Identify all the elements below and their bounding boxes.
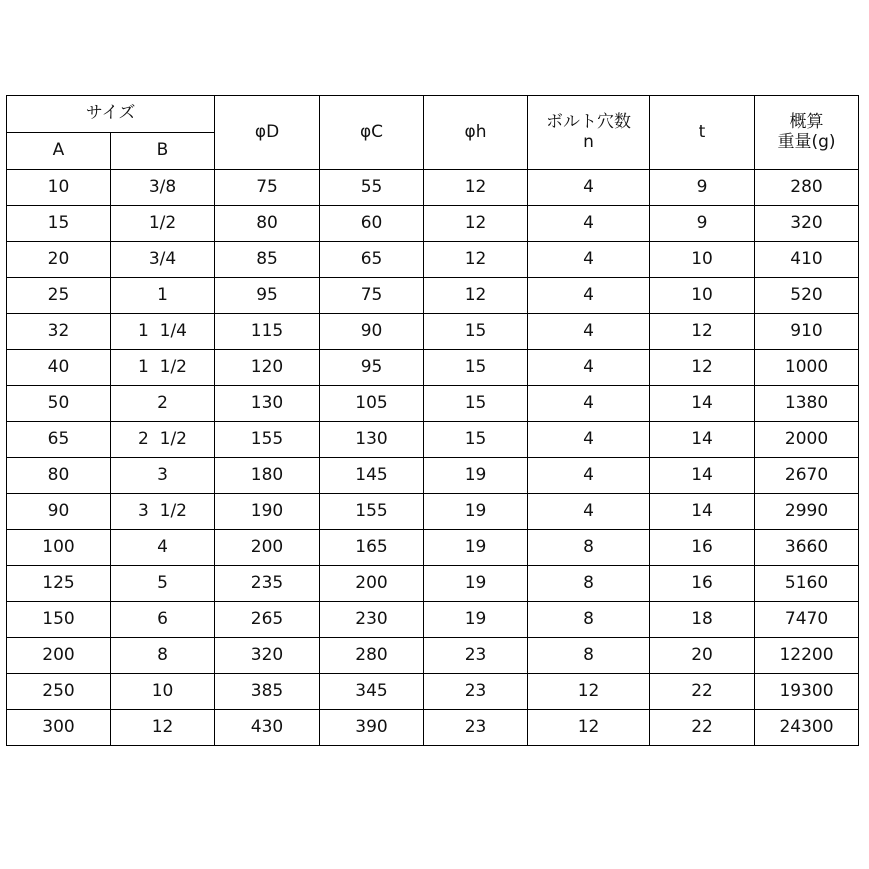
flange-spec-table	[6, 95, 859, 746]
table-row	[7, 530, 859, 566]
bolt-circle-cell: 95	[320, 350, 424, 386]
size-a-cell: 40	[7, 350, 111, 386]
size-b-header: B	[111, 133, 215, 170]
weight-cell: 24300	[755, 710, 859, 746]
bolt-circle-cell: 55	[320, 170, 424, 206]
size-a-cell: 50	[7, 386, 111, 422]
size-b-cell: 8	[111, 638, 215, 674]
outer-diameter-cell: 190	[215, 494, 320, 530]
thickness-header: t	[650, 96, 755, 170]
size-a-header: A	[7, 133, 111, 170]
bolt-hole-count-cell: 4	[528, 278, 650, 314]
bolt-circle-cell: 60	[320, 206, 424, 242]
size-group-header: サイズ	[7, 96, 215, 133]
bolt-hole-count-cell: 12	[528, 674, 650, 710]
table-row	[7, 314, 859, 350]
bolt-hole-diameter-header: φh	[424, 96, 528, 170]
thickness-cell: 14	[650, 458, 755, 494]
bolt-hole-diameter-cell: 12	[424, 206, 528, 242]
table-row	[7, 602, 859, 638]
table-row	[7, 494, 859, 530]
size-b-cell: 10	[111, 674, 215, 710]
size-b-cell: 1/2	[111, 206, 215, 242]
table-row	[7, 458, 859, 494]
bolt-hole-diameter-cell: 15	[424, 422, 528, 458]
size-a-cell: 300	[7, 710, 111, 746]
outer-diameter-cell: 200	[215, 530, 320, 566]
outer-diameter-cell: 265	[215, 602, 320, 638]
bolt-hole-diameter-cell: 19	[424, 458, 528, 494]
bolt-circle-cell: 280	[320, 638, 424, 674]
outer-diameter-cell: 430	[215, 710, 320, 746]
size-a-cell: 65	[7, 422, 111, 458]
outer-diameter-cell: 320	[215, 638, 320, 674]
size-b-cell: 5	[111, 566, 215, 602]
thickness-cell: 14	[650, 386, 755, 422]
bolt-circle-cell: 75	[320, 278, 424, 314]
bolt-hole-count-cell: 4	[528, 386, 650, 422]
weight-cell: 910	[755, 314, 859, 350]
thickness-cell: 10	[650, 278, 755, 314]
size-b-cell: 2 1/2	[111, 422, 215, 458]
table-row	[7, 206, 859, 242]
bolt-circle-cell: 65	[320, 242, 424, 278]
outer-diameter-cell: 385	[215, 674, 320, 710]
bolt-circle-cell: 230	[320, 602, 424, 638]
size-b-cell: 1	[111, 278, 215, 314]
outer-diameter-cell: 155	[215, 422, 320, 458]
weight-cell: 5160	[755, 566, 859, 602]
bolt-circle-cell: 105	[320, 386, 424, 422]
bolt-hole-count-cell: 8	[528, 602, 650, 638]
outer-diameter-cell: 80	[215, 206, 320, 242]
table-row	[7, 278, 859, 314]
thickness-cell: 9	[650, 170, 755, 206]
outer-diameter-header: φD	[215, 96, 320, 170]
weight-cell: 410	[755, 242, 859, 278]
size-a-cell: 15	[7, 206, 111, 242]
bolt-hole-diameter-cell: 15	[424, 350, 528, 386]
table-row	[7, 710, 859, 746]
bolt-hole-diameter-cell: 23	[424, 674, 528, 710]
bolt-circle-cell: 345	[320, 674, 424, 710]
size-a-cell: 200	[7, 638, 111, 674]
outer-diameter-cell: 95	[215, 278, 320, 314]
size-b-cell: 2	[111, 386, 215, 422]
bolt-circle-cell: 200	[320, 566, 424, 602]
bolt-hole-diameter-cell: 12	[424, 242, 528, 278]
bolt-hole-diameter-cell: 19	[424, 566, 528, 602]
size-b-cell: 1 1/2	[111, 350, 215, 386]
bolt-circle-cell: 90	[320, 314, 424, 350]
outer-diameter-cell: 85	[215, 242, 320, 278]
bolt-circle-header: φC	[320, 96, 424, 170]
thickness-cell: 18	[650, 602, 755, 638]
weight-label-line2: 重量(g)	[777, 131, 836, 152]
table-row	[7, 638, 859, 674]
weight-cell: 520	[755, 278, 859, 314]
table-row	[7, 386, 859, 422]
size-a-cell: 125	[7, 566, 111, 602]
size-a-cell: 25	[7, 278, 111, 314]
bolt-hole-diameter-cell: 19	[424, 494, 528, 530]
table-row	[7, 170, 859, 206]
thickness-cell: 16	[650, 566, 755, 602]
bolt-hole-count-cell: 8	[528, 566, 650, 602]
weight-cell: 3660	[755, 530, 859, 566]
weight-cell: 320	[755, 206, 859, 242]
table-row	[7, 422, 859, 458]
weight-cell: 1000	[755, 350, 859, 386]
size-a-cell: 10	[7, 170, 111, 206]
thickness-cell: 16	[650, 530, 755, 566]
table-row	[7, 566, 859, 602]
size-a-cell: 100	[7, 530, 111, 566]
size-b-cell: 3	[111, 458, 215, 494]
thickness-cell: 22	[650, 710, 755, 746]
thickness-cell: 10	[650, 242, 755, 278]
bolt-hole-count-cell: 4	[528, 422, 650, 458]
header-row-1	[7, 96, 859, 133]
bolt-circle-cell: 155	[320, 494, 424, 530]
bolt-circle-cell: 130	[320, 422, 424, 458]
size-b-cell: 6	[111, 602, 215, 638]
size-a-cell: 80	[7, 458, 111, 494]
bolt-hole-diameter-cell: 12	[424, 170, 528, 206]
bolt-hole-diameter-cell: 15	[424, 314, 528, 350]
size-a-cell: 150	[7, 602, 111, 638]
weight-cell: 2000	[755, 422, 859, 458]
thickness-cell: 22	[650, 674, 755, 710]
thickness-cell: 9	[650, 206, 755, 242]
weight-cell: 12200	[755, 638, 859, 674]
weight-cell: 280	[755, 170, 859, 206]
size-b-cell: 3/8	[111, 170, 215, 206]
thickness-cell: 14	[650, 494, 755, 530]
bolt-hole-count-header	[528, 96, 650, 170]
weight-cell: 7470	[755, 602, 859, 638]
bolt-hole-count-cell: 4	[528, 350, 650, 386]
bolt-hole-diameter-cell: 19	[424, 530, 528, 566]
bolt-hole-count-cell: 8	[528, 530, 650, 566]
weight-cell: 2990	[755, 494, 859, 530]
bolt-hole-count-cell: 4	[528, 242, 650, 278]
bolt-hole-count-cell: 12	[528, 710, 650, 746]
bolt-circle-cell: 165	[320, 530, 424, 566]
size-a-cell: 20	[7, 242, 111, 278]
table-row	[7, 350, 859, 386]
weight-cell: 2670	[755, 458, 859, 494]
size-a-cell: 250	[7, 674, 111, 710]
bolt-hole-count-cell: 4	[528, 314, 650, 350]
outer-diameter-cell: 235	[215, 566, 320, 602]
size-a-cell: 90	[7, 494, 111, 530]
size-b-cell: 12	[111, 710, 215, 746]
weight-header	[755, 96, 859, 170]
table-row	[7, 242, 859, 278]
outer-diameter-cell: 180	[215, 458, 320, 494]
bolt-hole-count-cell: 4	[528, 494, 650, 530]
bolt-hole-count-cell: 4	[528, 170, 650, 206]
bolt-hole-diameter-cell: 19	[424, 602, 528, 638]
weight-cell: 19300	[755, 674, 859, 710]
outer-diameter-cell: 115	[215, 314, 320, 350]
size-a-cell: 32	[7, 314, 111, 350]
thickness-cell: 12	[650, 314, 755, 350]
bolt-hole-count-symbol: n	[583, 131, 594, 152]
table-row	[7, 674, 859, 710]
outer-diameter-cell: 120	[215, 350, 320, 386]
outer-diameter-cell: 130	[215, 386, 320, 422]
bolt-circle-cell: 145	[320, 458, 424, 494]
bolt-circle-cell: 390	[320, 710, 424, 746]
bolt-hole-diameter-cell: 23	[424, 710, 528, 746]
bolt-hole-count-label: ボルト穴数	[546, 111, 632, 132]
size-b-cell: 3/4	[111, 242, 215, 278]
bolt-hole-count-cell: 4	[528, 206, 650, 242]
weight-label-line1: 概算	[789, 111, 824, 132]
size-b-cell: 3 1/2	[111, 494, 215, 530]
thickness-cell: 20	[650, 638, 755, 674]
thickness-cell: 12	[650, 350, 755, 386]
thickness-cell: 14	[650, 422, 755, 458]
bolt-hole-diameter-cell: 12	[424, 278, 528, 314]
bolt-hole-diameter-cell: 23	[424, 638, 528, 674]
bolt-hole-diameter-cell: 15	[424, 386, 528, 422]
bolt-hole-count-cell: 8	[528, 638, 650, 674]
outer-diameter-cell: 75	[215, 170, 320, 206]
weight-cell: 1380	[755, 386, 859, 422]
bolt-hole-count-cell: 4	[528, 458, 650, 494]
size-b-cell: 1 1/4	[111, 314, 215, 350]
size-b-cell: 4	[111, 530, 215, 566]
